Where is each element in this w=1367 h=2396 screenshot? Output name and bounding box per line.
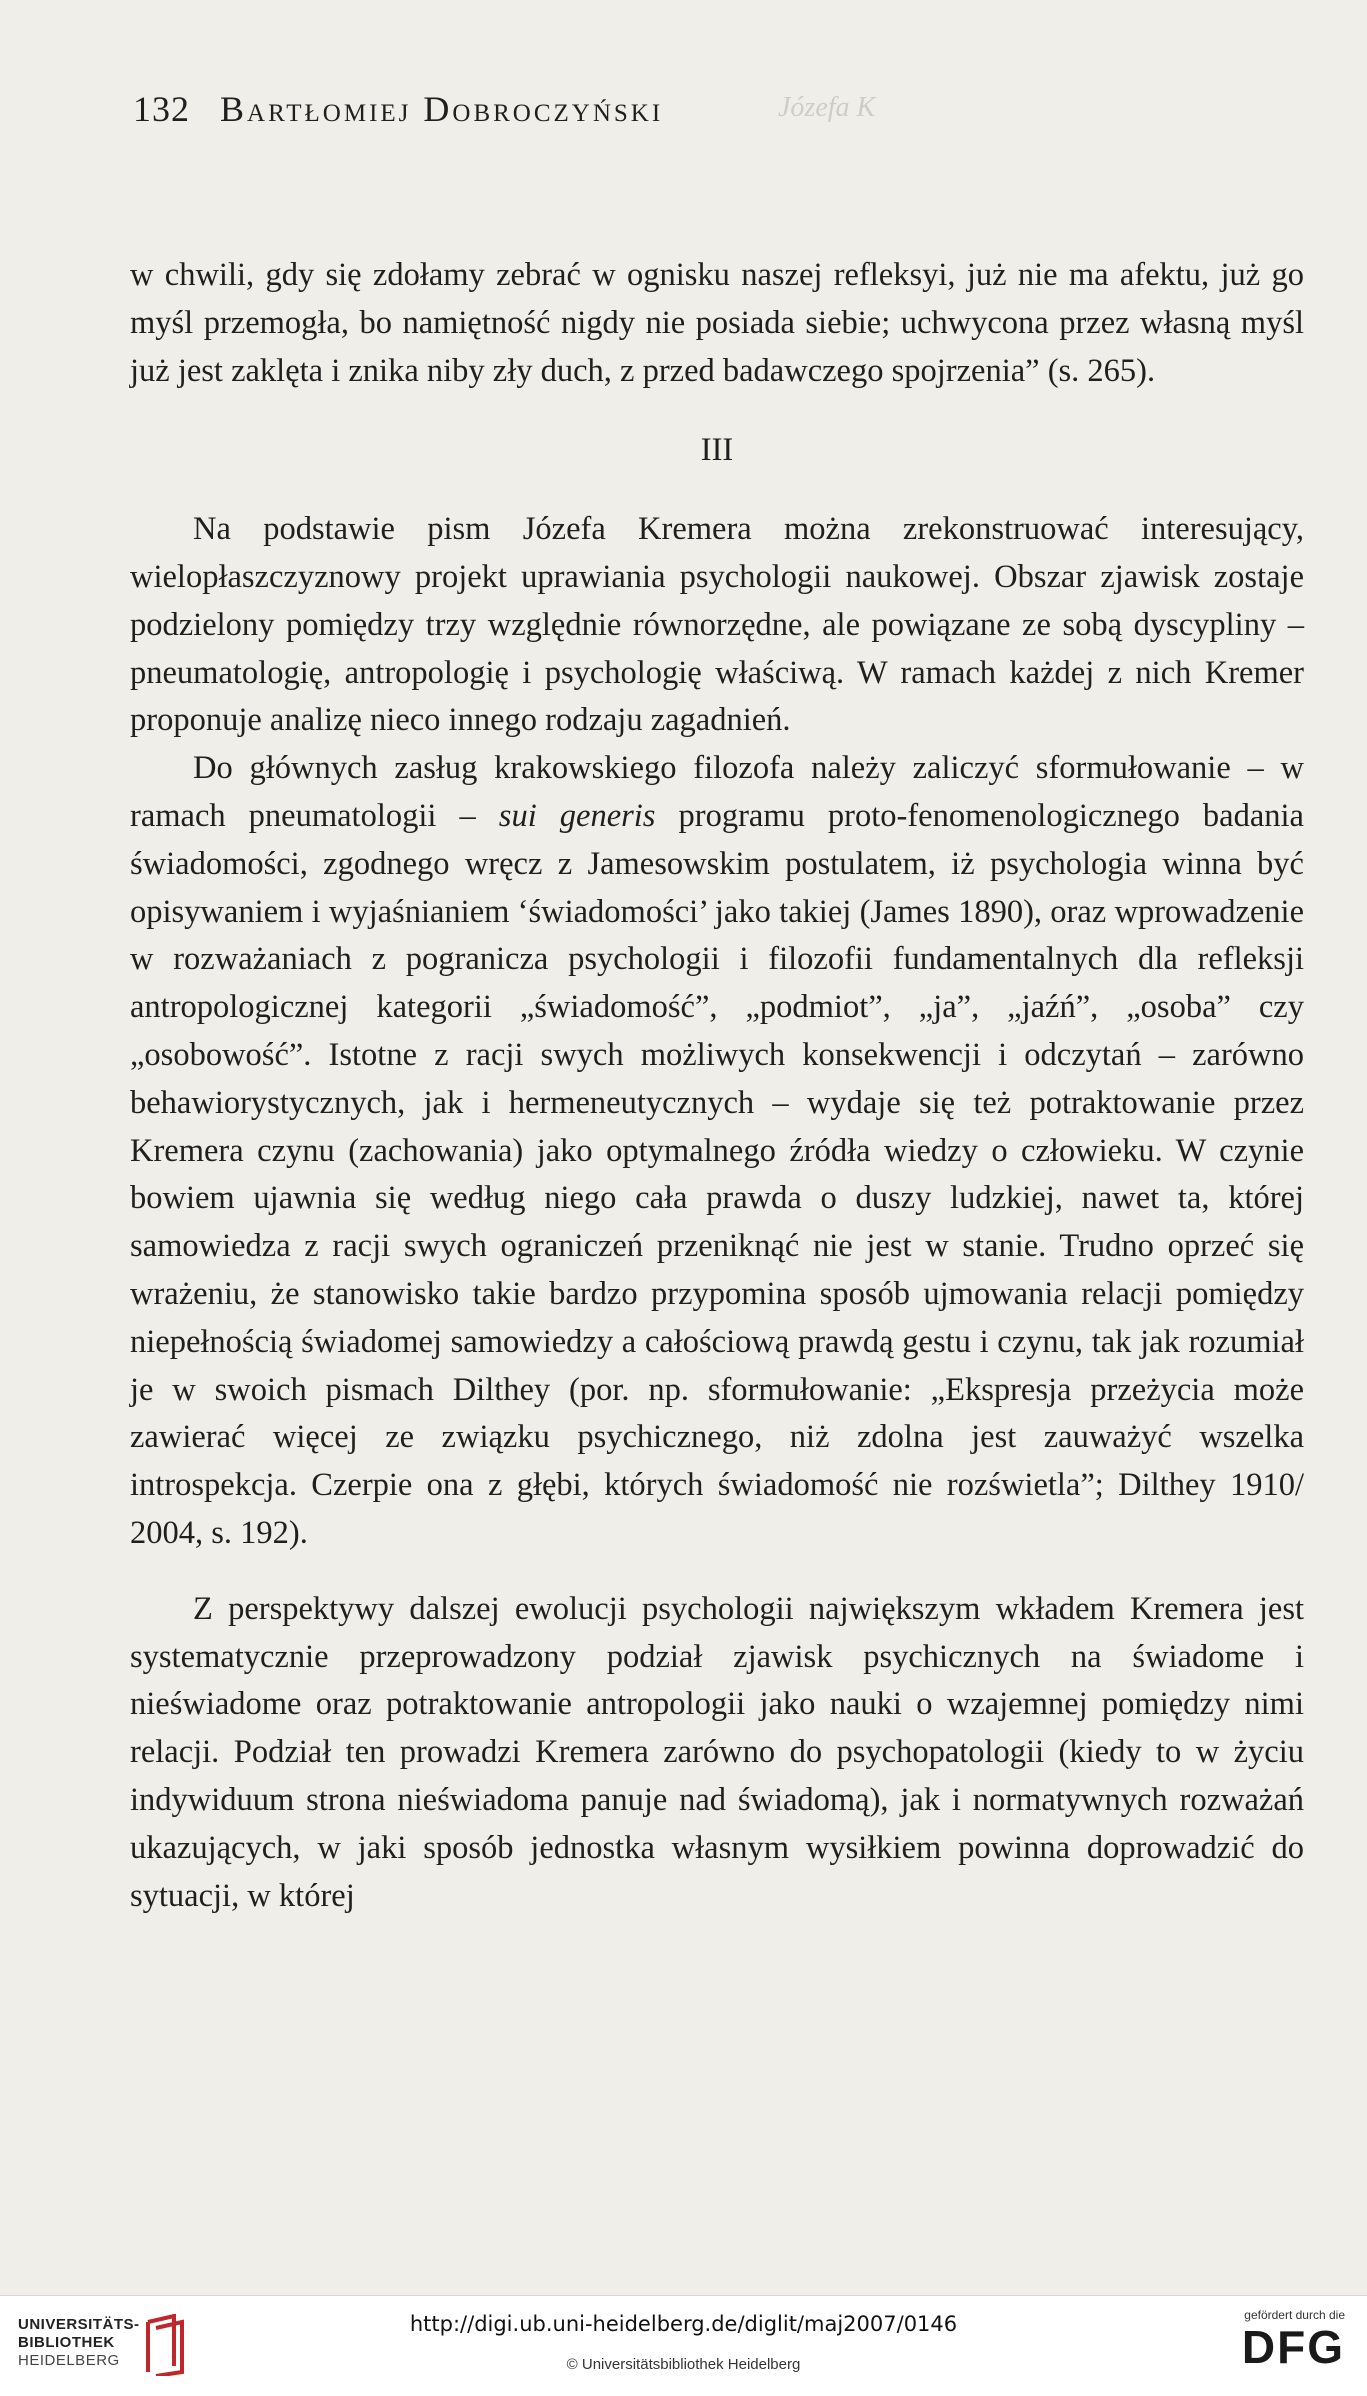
paragraph-continuation: w chwili, gdy się zdołamy zebrać w ognisku naszej refleksyi, już nie ma afektu, już go myśl przemogła, bo namiętność nigdy nie posiada siebie; uchwycona przez własną myśl już jest zaklęta i znika niby zły duch, z przed badawczego spojrzenia” (s. 265).	[130, 257, 1304, 389]
dfg-logo	[1242, 2308, 1345, 2372]
library-name-line: UNIVERSITÄTS-	[18, 2316, 140, 2333]
page-number: 132	[133, 89, 190, 129]
section-heading: III	[700, 432, 734, 469]
bleed-through-text: Józefa K	[778, 92, 876, 123]
italic-phrase: sui generis	[498, 797, 656, 834]
funded-by-label: gefördert durch die	[1244, 2308, 1345, 2322]
paragraph-text: Do głównych zasług krakowskiego filozofa należy zaliczyć sformułowanie – w ramach pneumatologii –	[130, 750, 1304, 834]
library-name-line: HEIDELBERG	[18, 2352, 120, 2369]
viewer-footer	[0, 2295, 1367, 2396]
library-name-line: BIBLIOTHEK	[18, 2334, 115, 2351]
running-head-author: Bartłomiej Dobroczyński	[220, 89, 664, 129]
body-text	[130, 252, 1304, 1920]
paragraph-text: programu proto-fenomenologicznego badania świadomości, zgodnego wręcz z Jamesowskim postulatem, iż psychologia winna być opisywaniem i wyjaśnianiem ‘świadomości’ jako takiej (James 1890), oraz wprowadzenie w rozważaniach z pogranicza psychologii i filozofii fundamentalnych dla refleksji antropologicznej kategorii „świadomość”, „podmiot”, „ja”, „jaźń”, „osoba” czy „osobowość”. Istotne z racji swych możliwych konsekwencji i odczytań – zarówno behawiorystycznych, jak i hermeneutycznych – wydaje się też potraktowanie przez Kremera czynu (zachowania) jako optymalnego źródła wiedzy o człowieku. W czynie bowiem ujawnia się według niego cała prawda o duszy ludzkiej, nawet ta, której samowiedza z racji swych ograniczeń przeniknąć nie jest w stanie. Trudno oprzeć się wrażeniu, że stanowisko takie bardzo przypomina sposób ujmowania relacji pomiędzy niepełnością świadomej samowiedzy a całościową prawdą gestu i czynu, tak jak rozumiał je w swoich pismach Dilthey (por. np. sformułowanie: „Ekspresja przeżycia może zawierać więcej ze związku psychicznego, niż zdolna jest zauważyć wszelka introspekcja. Czerpie ona z głębi, których świadomość nie rozświetla”; Dilthey 1910/ 2004, s. 192).	[130, 797, 1304, 1551]
running-head	[133, 88, 663, 130]
paragraph	[130, 745, 1304, 1558]
copyright: © Universitätsbibliothek Heidelberg	[566, 2356, 801, 2373]
dfg-wordmark: DFG	[1241, 2321, 1345, 2373]
paragraph: Na podstawie pism Józefa Kremera można zrekonstruować interesujący, wielopłaszczyznowy projekt uprawiania psychologii naukowej. Obszar zjawisk zostaje podzielony pomiędzy trzy względnie równorzędne, ale powiązane ze sobą dyscypliny – pneumatologię, antropologię i psychologię właściwą. W ramach każdej z nich Kremer proponuje analizę nieco innego rodzaju zagadnień.	[130, 511, 1304, 739]
permalink[interactable]: http://digi.ub.uni-heidelberg.de/diglit/maj2007/0146	[409, 2312, 958, 2336]
paragraph: Z perspektywy dalszej ewolucji psychologii największym wkładem Kremera jest systematycznie przeprowadzony podział zjawisk psychicznych na świadome i nieświadome oraz potraktowanie antropologii jako nauki o wzajemnej pomiędzy nimi relacji. Podział ten prowadzi Kremera zarówno do psychopatologii (kiedy to w życiu indywiduum strona nieświadoma panuje nad świadomą), jak i normatywnych rozważań ukazujących, w jaki sposób jednostka własnym wysiłkiem powinna doprowadzić do sytuacji, w której	[130, 1590, 1304, 1914]
